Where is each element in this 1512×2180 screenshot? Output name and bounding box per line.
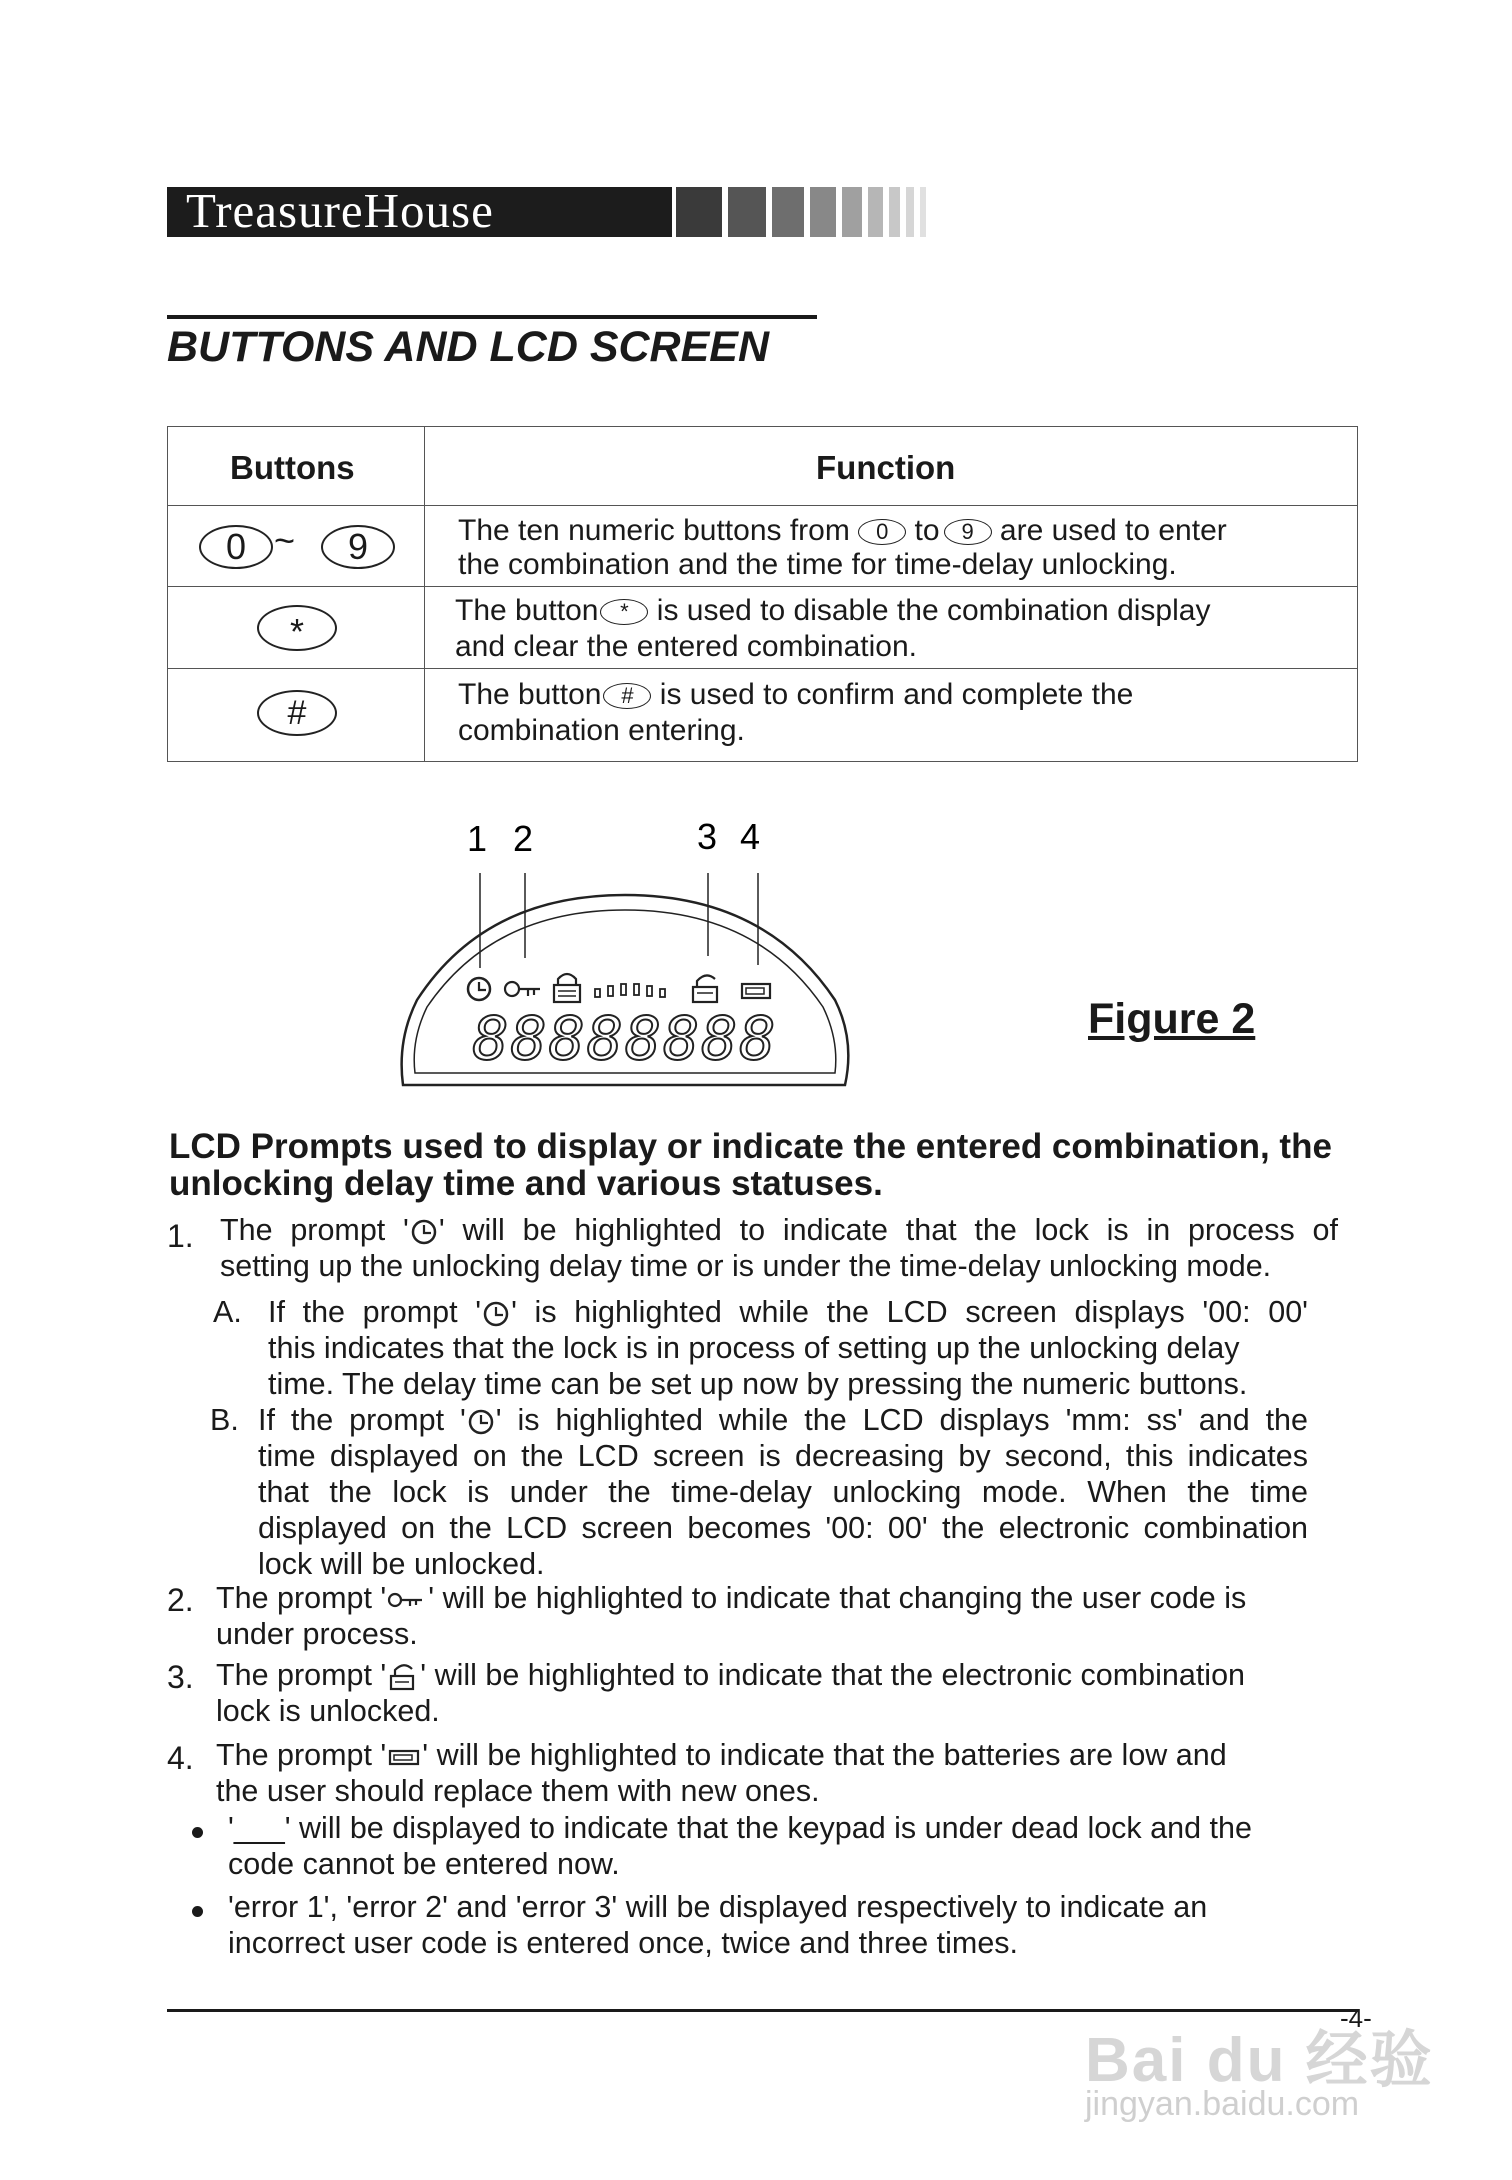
prompt-text: ' will be displayed to indicate that the keypad is under dead lock and the <box>284 1811 1252 1845</box>
callout-1: 1 <box>467 818 488 859</box>
bullet-dot <box>192 1827 203 1838</box>
function-text <box>458 677 1318 749</box>
key-icon <box>505 982 540 996</box>
prompt-text: The prompt ' <box>216 1658 387 1692</box>
banner-stripe <box>772 187 804 237</box>
prompt-text: If the prompt ' <box>268 1295 482 1329</box>
banner-stripe <box>920 187 926 237</box>
prompt-text: lock will be unlocked. <box>258 1547 545 1581</box>
sub-item-label: B. <box>210 1403 239 1437</box>
prompt-text: code cannot be entered now. <box>228 1847 620 1881</box>
table-divider <box>168 586 1357 587</box>
unlocked-padlock-icon <box>693 975 717 1002</box>
prompt-text: If the prompt ' <box>258 1403 466 1437</box>
sub-item-label: A. <box>213 1295 242 1329</box>
prompt-text: time. The delay time can be set up now by pressing the numeric buttons. <box>268 1367 1248 1401</box>
prompt-item-4 <box>216 1737 1346 1809</box>
inline-button-9: 9 <box>944 519 992 545</box>
key-icon <box>386 1587 428 1613</box>
callout-lines <box>480 873 758 968</box>
table-divider <box>168 505 1357 506</box>
function-text-part: The button <box>458 678 602 711</box>
clock-icon <box>468 978 490 1000</box>
prompt-text: 'error 1', 'error 2' and 'error 3' will be displayed respectively to indicate an <box>228 1890 1208 1924</box>
prompt-item-3 <box>216 1657 1346 1729</box>
prompt-text: The prompt ' <box>220 1213 409 1247</box>
prompt-text: under process. <box>216 1617 418 1651</box>
button-9-graphic: 9 <box>321 525 395 569</box>
clock-icon <box>481 1299 511 1329</box>
buttons-table <box>167 426 1358 762</box>
battery-icon <box>386 1745 422 1769</box>
prompt-text: time displayed on the LCD screen is decreasing by second, this indicates <box>258 1439 1308 1473</box>
prompt-item-1a <box>268 1294 1308 1402</box>
callout-4: 4 <box>740 816 761 857</box>
prompt-item-1 <box>220 1212 1338 1284</box>
inline-button-star: * <box>600 599 648 625</box>
prompt-text: lock is unlocked. <box>216 1694 440 1728</box>
signal-bars <box>595 984 665 997</box>
item-number: 1. <box>167 1218 194 1254</box>
banner-stripe <box>906 187 914 237</box>
lcd-screen-diagram <box>395 815 855 1095</box>
function-text-part: are used to enter <box>999 514 1227 547</box>
button-star-graphic: * <box>257 605 337 651</box>
inline-button-0: 0 <box>858 519 906 545</box>
page-title: BUTTONS AND LCD SCREEN <box>167 323 770 371</box>
range-separator: ~ <box>274 520 296 561</box>
prompt-text: ' will be highlighted to indicate that the electronic combination <box>420 1658 1246 1692</box>
banner-stripe <box>842 187 862 237</box>
banner-stripe <box>676 187 722 237</box>
prompt-text: ' <box>228 1811 234 1845</box>
bullet-item-dead-lock <box>228 1810 1338 1882</box>
banner-stripe <box>868 187 883 237</box>
table-divider <box>424 427 425 761</box>
function-text-part: to <box>914 514 940 547</box>
bullet-dot <box>192 1906 203 1917</box>
banner-stripe <box>889 187 900 237</box>
lcd-figure <box>395 815 855 1100</box>
prompt-text: ' will be highlighted to indicate that the lock is in process of <box>438 1213 1338 1247</box>
dead-lock-indicator: ___ <box>233 1811 285 1845</box>
prompt-text: ' is highlighted while the LCD displays 'mm: ss' and the <box>495 1403 1308 1437</box>
prompt-text: that the lock is under the time-delay unlocking mode. When the time <box>258 1475 1308 1509</box>
title-rule <box>167 315 817 319</box>
watermark-url: jingyan.baidu.com <box>1085 2085 1360 2123</box>
function-text-part: the combination and the time for time-delay unlocking. <box>458 548 1177 581</box>
banner-stripe <box>810 187 836 237</box>
segment-digits: 88888888 <box>472 1004 778 1074</box>
function-text-part: combination entering. <box>458 714 745 747</box>
item-number: 3. <box>167 1659 194 1695</box>
prompt-text: ' will be highlighted to indicate that the batteries are low and <box>422 1738 1227 1772</box>
prompt-text: the user should replace them with new ones. <box>216 1774 820 1808</box>
prompt-text: displayed on the LCD screen becomes '00: 00' the electronic combination <box>258 1511 1308 1545</box>
prompt-text: ' is highlighted while the LCD screen displays '00: 00' <box>511 1295 1308 1329</box>
prompt-text: The prompt ' <box>216 1581 387 1615</box>
prompt-item-1b <box>258 1402 1308 1582</box>
button-0-graphic: 0 <box>199 525 273 569</box>
prompt-text: ' will be highlighted to indicate that changing the user code is <box>428 1581 1247 1615</box>
battery-icon <box>742 984 770 998</box>
unlocked-padlock-icon <box>386 1662 420 1692</box>
clock-icon <box>466 1407 496 1437</box>
function-text-part: and clear the entered combination. <box>455 630 917 663</box>
prompt-text: this indicates that the lock is in process of setting up the unlocking delay <box>268 1331 1240 1365</box>
prompt-text: The prompt ' <box>216 1738 387 1772</box>
function-text <box>458 514 1318 582</box>
clock-icon <box>409 1217 439 1247</box>
button-hash-graphic: # <box>257 690 337 736</box>
function-text <box>455 593 1315 665</box>
callout-2: 2 <box>513 818 534 859</box>
inline-button-hash: # <box>603 683 651 709</box>
prompt-text: incorrect user code is entered once, twice and three times. <box>228 1926 1019 1960</box>
page-number: -4- <box>1340 2003 1372 2033</box>
header-buttons: Buttons <box>230 449 355 486</box>
brand-name: TreasureHouse <box>186 183 494 238</box>
function-text-part: is used to confirm and complete the <box>659 678 1134 711</box>
function-text-part: The button <box>455 594 599 627</box>
prompt-text: setting up the unlocking delay time or is under the time-delay unlocking mode. <box>220 1249 1272 1283</box>
callout-3: 3 <box>697 816 718 857</box>
item-number: 2. <box>167 1582 194 1618</box>
prompts-heading: LCD Prompts used to display or indicate the entered combination, the unlocking delay time and various statuses. <box>169 1127 1332 1203</box>
watermark-logo: Bai du 经验 <box>1085 2026 1434 2095</box>
padlock-icon <box>554 974 580 1002</box>
table-divider <box>168 668 1357 669</box>
banner-stripe <box>728 187 766 237</box>
prompt-item-2 <box>216 1580 1346 1652</box>
function-text-part: The ten numeric buttons from <box>458 514 850 547</box>
figure-caption: Figure 2 <box>1088 995 1256 1043</box>
bullet-item-errors <box>228 1889 1338 1961</box>
header-function: Function <box>816 449 956 486</box>
item-number: 4. <box>167 1740 194 1776</box>
function-text-part: is used to disable the combination display <box>656 594 1211 627</box>
